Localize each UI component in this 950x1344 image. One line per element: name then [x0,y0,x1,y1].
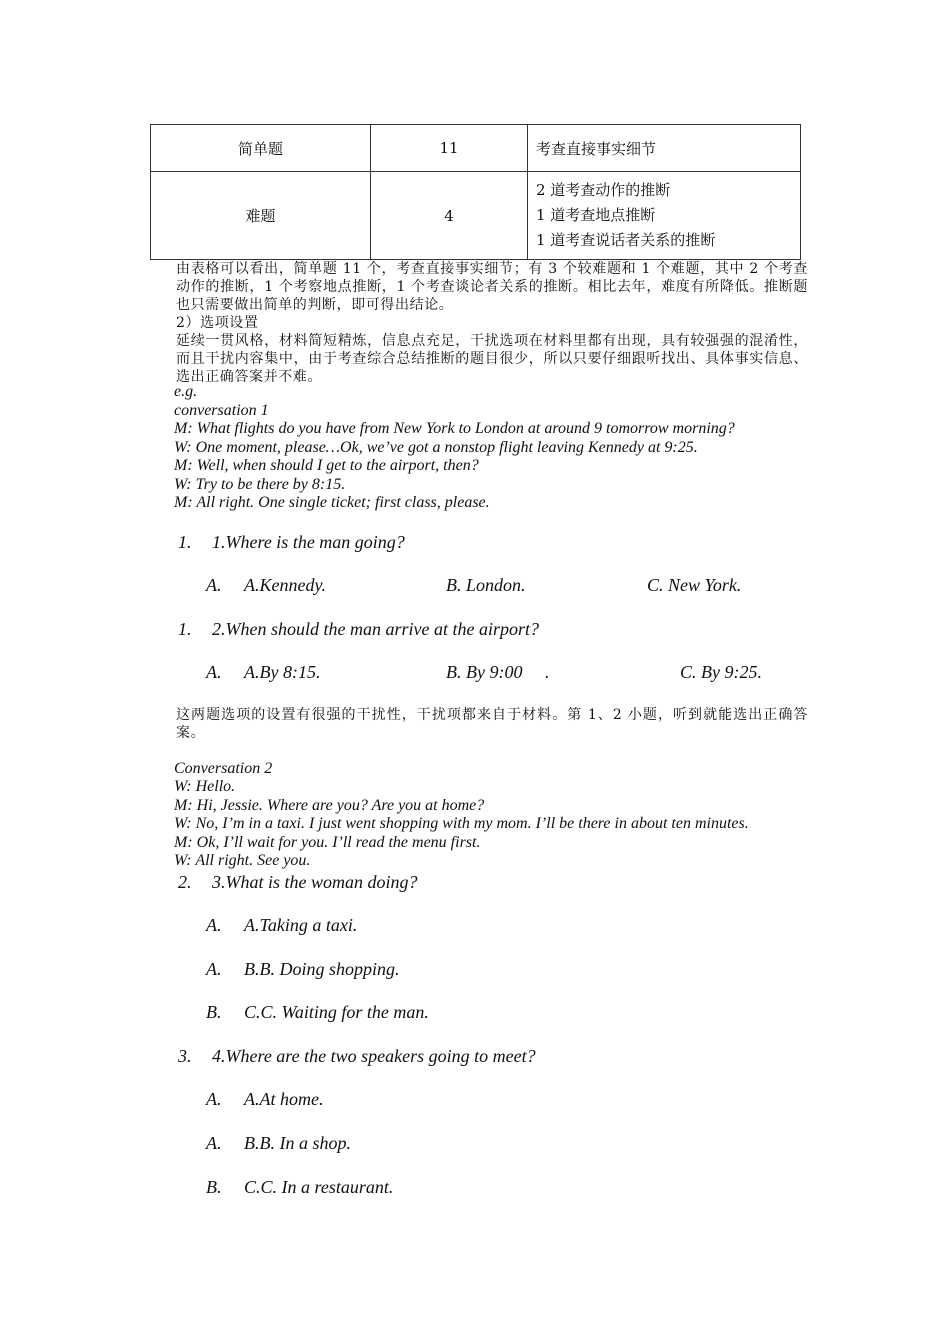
option-c[interactable]: C. New York. [647,575,742,595]
option-a-row [206,915,826,937]
dialogue-line: M: Ok, I’ll wait for you. I’ll read the menu first. [174,834,481,851]
difficulty-table [150,124,801,260]
conversation-2-title: Conversation 2 [174,760,273,777]
option-a-row [206,1089,826,1111]
heading-text: 2）选项设置 [176,315,259,331]
option-b[interactable]: B.B. Doing shopping. [244,959,400,979]
analysis-paragraph-3 [146,706,808,742]
option-a[interactable]: A.Taking a taxi. [244,915,358,935]
paragraph-text: 这两题选项的设置有很强的干扰性，干扰项都来自于材料。第 1、2 小题，听到就能选出正确答案。 [176,707,808,741]
options-row-q1 [206,575,826,597]
option-marker: A. [206,915,222,935]
table-cell-level: 难题 [151,172,371,260]
paragraph-text: 延续一贯风格，材料简短精炼，信息点充足，干扰选项在材料里都有出现，具有较强强的混淆性，而且干扰内容集中，由于考查综合总结推断的题目很少，所以只要仔细跟听找出、具体事实信息、选出正确答案并不难。 [176,333,808,385]
desc-line: 1 道考查说话者关系的推断 [536,231,716,249]
desc-line: 2 道考查动作的推断 [536,181,671,199]
option-b[interactable]: B. London. [446,575,526,595]
question-number: 1. [178,532,192,552]
question-text: 2.When should the man arrive at the airport? [212,619,539,639]
option-b[interactable]: B.B. In a shop. [244,1133,351,1153]
question-text: 4.Where are the two speakers going to meet? [212,1046,536,1066]
table-row [151,125,801,172]
example-label: e.g. [174,383,198,400]
option-marker: B. [206,1002,222,1022]
dialogue-line: W: Hello. [174,778,236,795]
dialogue-line: M: What flights do you have from New York to London at around 9 tomorrow morning? [174,420,735,437]
option-b-row [206,959,826,981]
option-marker: A. [206,959,222,979]
dialogue-line: M: All right. One single ticket; first class, please. [174,494,490,511]
question-text: 1.Where is the man going? [212,532,405,552]
option-marker: B. [206,1177,222,1197]
table-row [151,172,801,260]
option-b-row [206,1133,826,1155]
option-a[interactable]: A.At home. [244,1089,324,1109]
dialogue-line: M: Well, when should I get to the airport, then? [174,457,479,474]
question-number: 1. [178,619,192,639]
table-cell-count: 11 [371,125,528,172]
section-heading [146,314,808,332]
table-cell-level: 简单题 [151,125,371,172]
dialogue-line: W: No, I’m in a taxi. I just went shopping with my mom. I’ll be there in about ten minutes. [174,815,749,832]
dialogue-line: M: Hi, Jessie. Where are you? Are you at home? [174,797,485,814]
desc-line: 1 道考查地点推断 [536,206,656,224]
option-c-row [206,1002,826,1024]
option-c[interactable]: C.C. In a restaurant. [244,1177,394,1197]
question-1 [178,532,405,553]
option-c[interactable]: C.C. Waiting for the man. [244,1002,429,1022]
option-c[interactable]: C. By 9:25. [680,662,762,682]
dialogue-line: W: One moment, please…Ok, we’ve got a nonstop flight leaving Kennedy at 9:25. [174,439,698,456]
question-2 [178,619,539,640]
table-cell-desc [528,172,801,260]
analysis-paragraph-2 [146,332,808,386]
option-a[interactable]: A.Kennedy. [244,575,326,595]
table-cell-count: 4 [371,172,528,260]
question-number: 2. [178,872,192,892]
question-4 [178,1046,536,1067]
dialogue-line: W: All right. See you. [174,852,311,869]
question-3 [178,872,418,893]
question-text: 3.What is the woman doing? [212,872,418,892]
options-row-q2 [206,662,826,684]
option-marker: A. [206,1089,222,1109]
conversation-1-title: conversation 1 [174,402,269,419]
question-number: 3. [178,1046,192,1066]
option-c-row [206,1177,826,1199]
option-marker: A. [206,575,222,595]
paragraph-text: 由表格可以看出，简单题 11 个，考查直接事实细节；有 3 个较难题和 1 个难题，其中 2 个考查动作的推断，1 个考察地点推断，1 个考查谈论者关系的推断。相比去年，难度有所降低。推断题也只需要做出简单的判断，即可得出结论。 [176,261,808,313]
table-cell-desc: 考查直接事实细节 [528,125,801,172]
option-marker: A. [206,1133,222,1153]
stray-period: . [545,662,550,682]
dialogue-line: W: Try to be there by 8:15. [174,476,346,493]
option-b[interactable]: B. By 9:00 [446,662,523,682]
option-a[interactable]: A.By 8:15. [244,662,321,682]
analysis-paragraph-1 [146,260,808,314]
option-marker: A. [206,662,222,682]
